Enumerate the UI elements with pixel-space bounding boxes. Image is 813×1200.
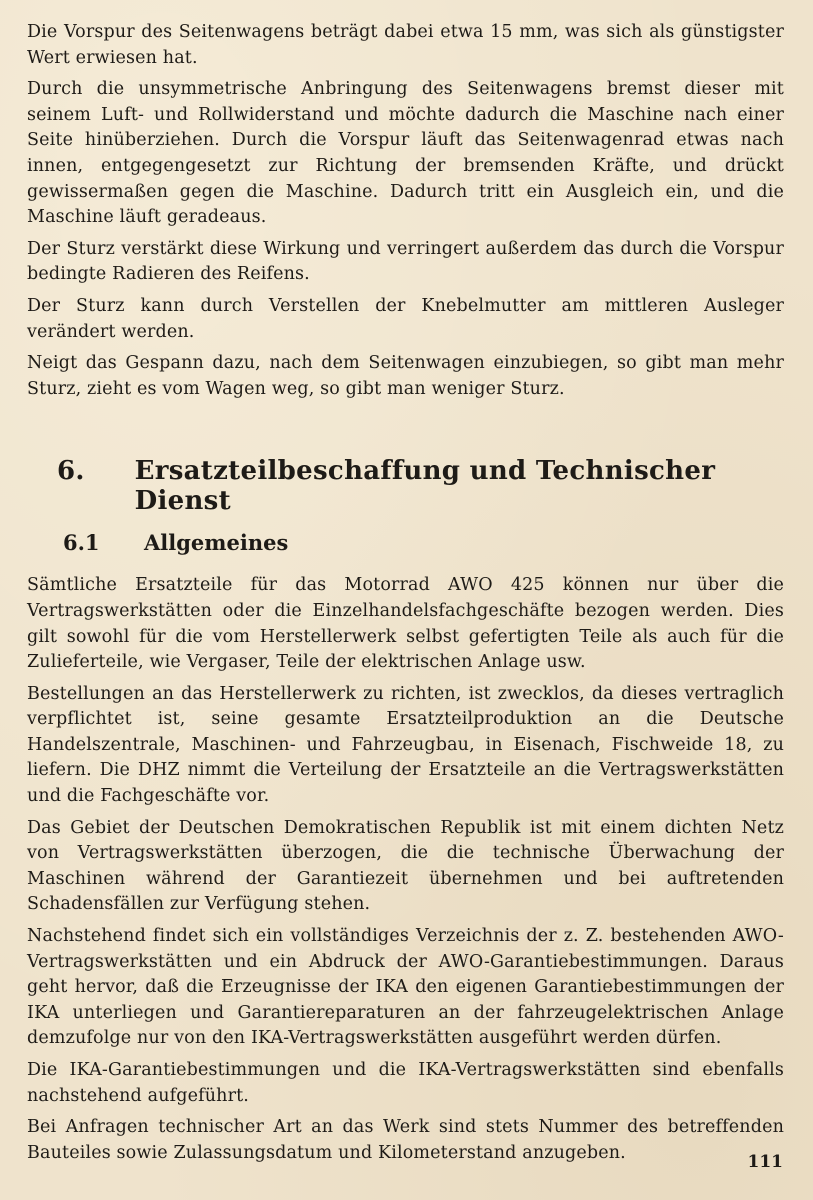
section-number: 6. (57, 456, 85, 487)
page-number: 111 (747, 1152, 783, 1172)
subsection-heading (63, 530, 784, 555)
paragraph: Der Sturz kann durch Verstellen der Knebelmutter am mittleren Ausleger verändert werden. (27, 295, 784, 342)
paragraph: Neigt das Gespann dazu, nach dem Seitenwagen einzubiegen, so gibt man mehr Sturz, zieht es vom Wagen weg, so gibt man weniger Sturz. (27, 353, 784, 399)
paragraph: Das Gebiet der Deutschen Demokratischen Republik ist mit einem dichten Netz von Vertragswerkstätten überzogen, die die technische Überwachung der Maschinen während der Garantiezeit übernehmen und bei auftretenden Schadensfällen zur Verfügung stehen. (27, 817, 784, 915)
section-title: Ersatzteilbeschaffung und Technischer Dienst (134, 456, 716, 517)
paragraph: Die Vorspur des Seitenwagens beträgt dabei etwa 15 mm, was sich als günstigster Wert erwiesen hat. (27, 22, 784, 68)
subsection-number: 6.1 (63, 530, 100, 556)
paragraph: Nachstehend findet sich ein vollständiges Verzeichnis der z. Z. bestehenden AWO-Vertragswerkstätten und ein Abdruck der AWO-Garantiebestimmungen. Daraus geht hervor, daß die Erzeugnisse der IKA den eigenen Garantiebestimmungen der IKA unterliegen und Garantiereparaturen an der fahrzeugelektrischen Anlage demzufolge nur von den IKA-Vertragswerkstätten ausgeführt werden dürfen. (27, 926, 784, 1049)
paragraph: Die IKA-Garantiebestimmungen und die IKA-Vertragswerkstätten sind ebenfalls nachstehend aufgeführt. (27, 1060, 784, 1106)
section-body (27, 573, 784, 1166)
paragraph: Sämtliche Ersatzteile für das Motorrad AWO 425 können nur über die Vertragswerkstätten oder die Einzelhandelsfachgeschäfte bezogen werden. Dies gilt sowohl für die vom Herstellerwerk selbst gefertigten Teile als auch für die Zulieferteile, wie Vergaser, Teile der elektrischen Anlage usw. (27, 575, 784, 673)
paragraph: Durch die unsymmetrische Anbringung des Seitenwagens bremst dieser mit seinem Luft- und Rollwiderstand und möchte dadurch die Maschine nach einer Seite hinüberziehen. Durch die Vorspur läuft das Seitenwagenrad etwas nach innen, entgegengesetzt zur Richtung der bremsenden Kräfte, und drückt gewissermaßen gegen die Maschine. Dadurch tritt ein Ausgleich ein, und die Maschine läuft geradeaus. (27, 79, 784, 228)
section-heading (57, 456, 784, 516)
paragraph: Bestellungen an das Herstellerwerk zu richten, ist zwecklos, da dieses vertraglich verpflichtet ist, seine gesamte Ersatzteilproduktion an die Deutsche Handelszentrale, Maschinen- und Fahrzeugbau, in Eisenach, Fischweide 18, zu liefern. Die DHZ nimmt die Verteilung der Ersatzteile an die Vertragswerkstätten und die Fachgeschäfte vor. (27, 683, 784, 807)
page (27, 20, 784, 1180)
paragraph: Der Sturz verstärkt diese Wirkung und verringert außerdem das durch die Vorspur bedingte Radieren des Reifens. (27, 238, 784, 285)
paragraph: Bei Anfragen technischer Art an das Werk sind stets Nummer des betreffenden Bauteiles sowie Zulassungsdatum und Kilometerstand anzugeben. (27, 1117, 784, 1163)
subsection-title: Allgemeines (144, 530, 289, 556)
